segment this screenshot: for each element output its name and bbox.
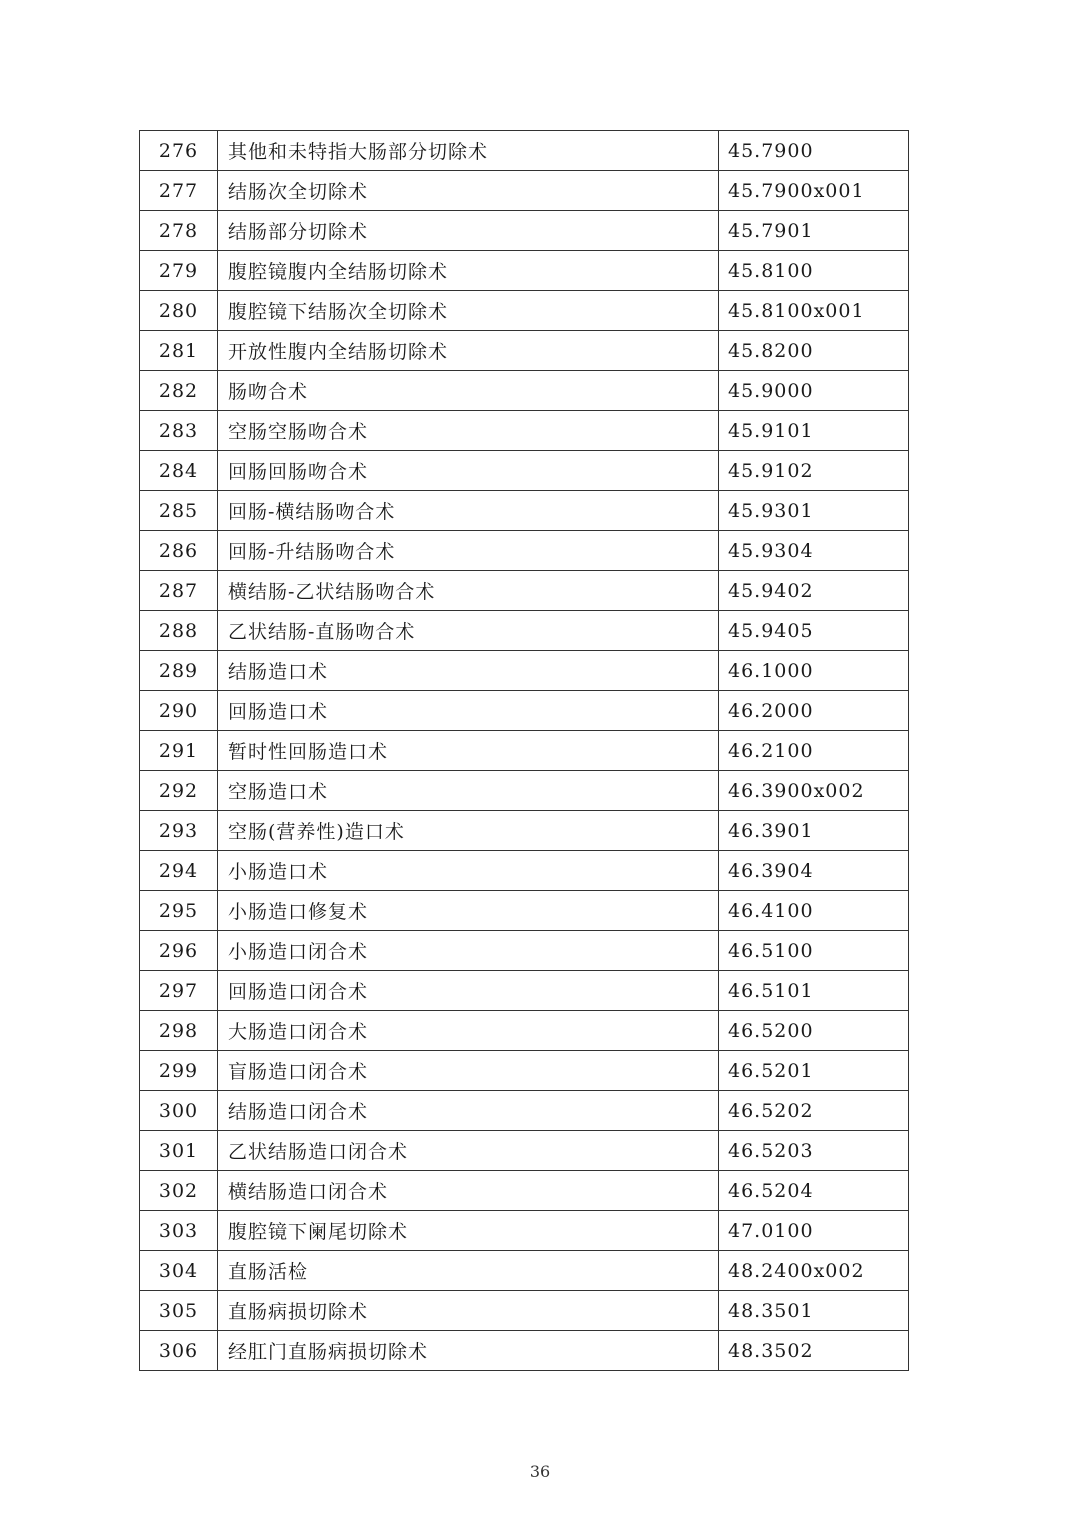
page-number: 36 [529, 1462, 551, 1481]
procedure-code-cell: 45.9402 [719, 571, 909, 611]
row-number-cell: 282 [140, 371, 218, 411]
table-row [140, 611, 909, 651]
row-number-cell: 288 [140, 611, 218, 651]
procedure-name-cell: 小肠造口术 [218, 851, 719, 891]
table-row [140, 1091, 909, 1131]
procedure-code-cell: 48.2400x002 [719, 1251, 909, 1291]
procedure-code-cell: 45.8100x001 [719, 291, 909, 331]
table-row [140, 171, 909, 211]
table-row [140, 691, 909, 731]
procedure-code-cell: 45.7900x001 [719, 171, 909, 211]
procedure-code-table [139, 130, 909, 1371]
table-row [140, 411, 909, 451]
procedure-code-cell: 46.4100 [719, 891, 909, 931]
row-number-cell: 303 [140, 1211, 218, 1251]
table-row [140, 851, 909, 891]
procedure-name-cell: 横结肠-乙状结肠吻合术 [218, 571, 719, 611]
table-row [140, 1171, 909, 1211]
table-row [140, 651, 909, 691]
procedure-name-cell: 空肠造口术 [218, 771, 719, 811]
procedure-name-cell: 盲肠造口闭合术 [218, 1051, 719, 1091]
procedure-code-cell: 45.9101 [719, 411, 909, 451]
table-row [140, 251, 909, 291]
procedure-code-cell: 46.3900x002 [719, 771, 909, 811]
row-number-cell: 291 [140, 731, 218, 771]
row-number-cell: 278 [140, 211, 218, 251]
row-number-cell: 295 [140, 891, 218, 931]
procedure-code-cell: 46.5101 [719, 971, 909, 1011]
table-row [140, 731, 909, 771]
procedure-name-cell: 暂时性回肠造口术 [218, 731, 719, 771]
row-number-cell: 280 [140, 291, 218, 331]
procedure-name-cell: 回肠-升结肠吻合术 [218, 531, 719, 571]
row-number-cell: 304 [140, 1251, 218, 1291]
procedure-name-cell: 回肠-横结肠吻合术 [218, 491, 719, 531]
row-number-cell: 281 [140, 331, 218, 371]
row-number-cell: 293 [140, 811, 218, 851]
row-number-cell: 289 [140, 651, 218, 691]
procedure-name-cell: 直肠活检 [218, 1251, 719, 1291]
table-row [140, 971, 909, 1011]
table-row [140, 891, 909, 931]
procedure-code-cell: 45.9000 [719, 371, 909, 411]
table-row [140, 1011, 909, 1051]
table-row [140, 931, 909, 971]
row-number-cell: 290 [140, 691, 218, 731]
table-row [140, 531, 909, 571]
procedure-code-cell: 46.5202 [719, 1091, 909, 1131]
row-number-cell: 292 [140, 771, 218, 811]
procedure-code-cell: 46.5100 [719, 931, 909, 971]
procedure-name-cell: 大肠造口闭合术 [218, 1011, 719, 1051]
row-number-cell: 276 [140, 131, 218, 171]
procedure-name-cell: 空肠空肠吻合术 [218, 411, 719, 451]
table-row [140, 811, 909, 851]
procedure-name-cell: 回肠造口闭合术 [218, 971, 719, 1011]
procedure-code-cell: 45.7901 [719, 211, 909, 251]
row-number-cell: 279 [140, 251, 218, 291]
procedure-code-cell: 45.9405 [719, 611, 909, 651]
procedure-name-cell: 肠吻合术 [218, 371, 719, 411]
procedure-code-cell: 46.5203 [719, 1131, 909, 1171]
procedure-name-cell: 结肠造口闭合术 [218, 1091, 719, 1131]
row-number-cell: 285 [140, 491, 218, 531]
procedure-code-cell: 46.2000 [719, 691, 909, 731]
procedure-code-cell: 46.2100 [719, 731, 909, 771]
procedure-name-cell: 腹腔镜腹内全结肠切除术 [218, 251, 719, 291]
procedure-name-cell: 开放性腹内全结肠切除术 [218, 331, 719, 371]
row-number-cell: 301 [140, 1131, 218, 1171]
table-row [140, 1131, 909, 1171]
row-number-cell: 299 [140, 1051, 218, 1091]
procedure-name-cell: 腹腔镜下阑尾切除术 [218, 1211, 719, 1251]
row-number-cell: 277 [140, 171, 218, 211]
table-row [140, 211, 909, 251]
table-row [140, 131, 909, 171]
row-number-cell: 298 [140, 1011, 218, 1051]
procedure-code-cell: 45.9304 [719, 531, 909, 571]
procedure-code-cell: 48.3502 [719, 1331, 909, 1371]
procedure-code-cell: 46.3904 [719, 851, 909, 891]
procedure-name-cell: 直肠病损切除术 [218, 1291, 719, 1331]
row-number-cell: 306 [140, 1331, 218, 1371]
row-number-cell: 300 [140, 1091, 218, 1131]
procedure-name-cell: 回肠回肠吻合术 [218, 451, 719, 491]
table-row [140, 1051, 909, 1091]
procedure-name-cell: 小肠造口闭合术 [218, 931, 719, 971]
table-row [140, 291, 909, 331]
procedure-name-cell: 空肠(营养性)造口术 [218, 811, 719, 851]
row-number-cell: 297 [140, 971, 218, 1011]
procedure-code-cell: 45.7900 [719, 131, 909, 171]
table-row [140, 491, 909, 531]
row-number-cell: 294 [140, 851, 218, 891]
table-body [140, 131, 909, 1371]
row-number-cell: 283 [140, 411, 218, 451]
row-number-cell: 286 [140, 531, 218, 571]
procedure-code-cell: 46.3901 [719, 811, 909, 851]
procedure-code-cell: 47.0100 [719, 1211, 909, 1251]
procedure-name-cell: 横结肠造口闭合术 [218, 1171, 719, 1211]
procedure-name-cell: 乙状结肠-直肠吻合术 [218, 611, 719, 651]
table-row [140, 451, 909, 491]
table-row [140, 371, 909, 411]
row-number-cell: 284 [140, 451, 218, 491]
procedure-code-cell: 45.9301 [719, 491, 909, 531]
row-number-cell: 305 [140, 1291, 218, 1331]
table-row [140, 1331, 909, 1371]
row-number-cell: 302 [140, 1171, 218, 1211]
row-number-cell: 287 [140, 571, 218, 611]
procedure-name-cell: 结肠次全切除术 [218, 171, 719, 211]
table-row [140, 1291, 909, 1331]
procedure-name-cell: 结肠造口术 [218, 651, 719, 691]
table-row [140, 1251, 909, 1291]
procedure-code-cell: 45.8200 [719, 331, 909, 371]
row-number-cell: 296 [140, 931, 218, 971]
table-row [140, 771, 909, 811]
procedure-code-cell: 46.5201 [719, 1051, 909, 1091]
procedure-name-cell: 经肛门直肠病损切除术 [218, 1331, 719, 1371]
procedure-name-cell: 回肠造口术 [218, 691, 719, 731]
procedure-name-cell: 小肠造口修复术 [218, 891, 719, 931]
procedure-code-cell: 46.1000 [719, 651, 909, 691]
procedure-code-cell: 45.8100 [719, 251, 909, 291]
procedure-code-cell: 45.9102 [719, 451, 909, 491]
procedure-name-cell: 乙状结肠造口闭合术 [218, 1131, 719, 1171]
procedure-name-cell: 其他和未特指大肠部分切除术 [218, 131, 719, 171]
table-row [140, 571, 909, 611]
procedure-code-cell: 48.3501 [719, 1291, 909, 1331]
procedure-name-cell: 结肠部分切除术 [218, 211, 719, 251]
table-row [140, 1211, 909, 1251]
procedure-code-cell: 46.5204 [719, 1171, 909, 1211]
procedure-name-cell: 腹腔镜下结肠次全切除术 [218, 291, 719, 331]
table-row [140, 331, 909, 371]
procedure-code-cell: 46.5200 [719, 1011, 909, 1051]
